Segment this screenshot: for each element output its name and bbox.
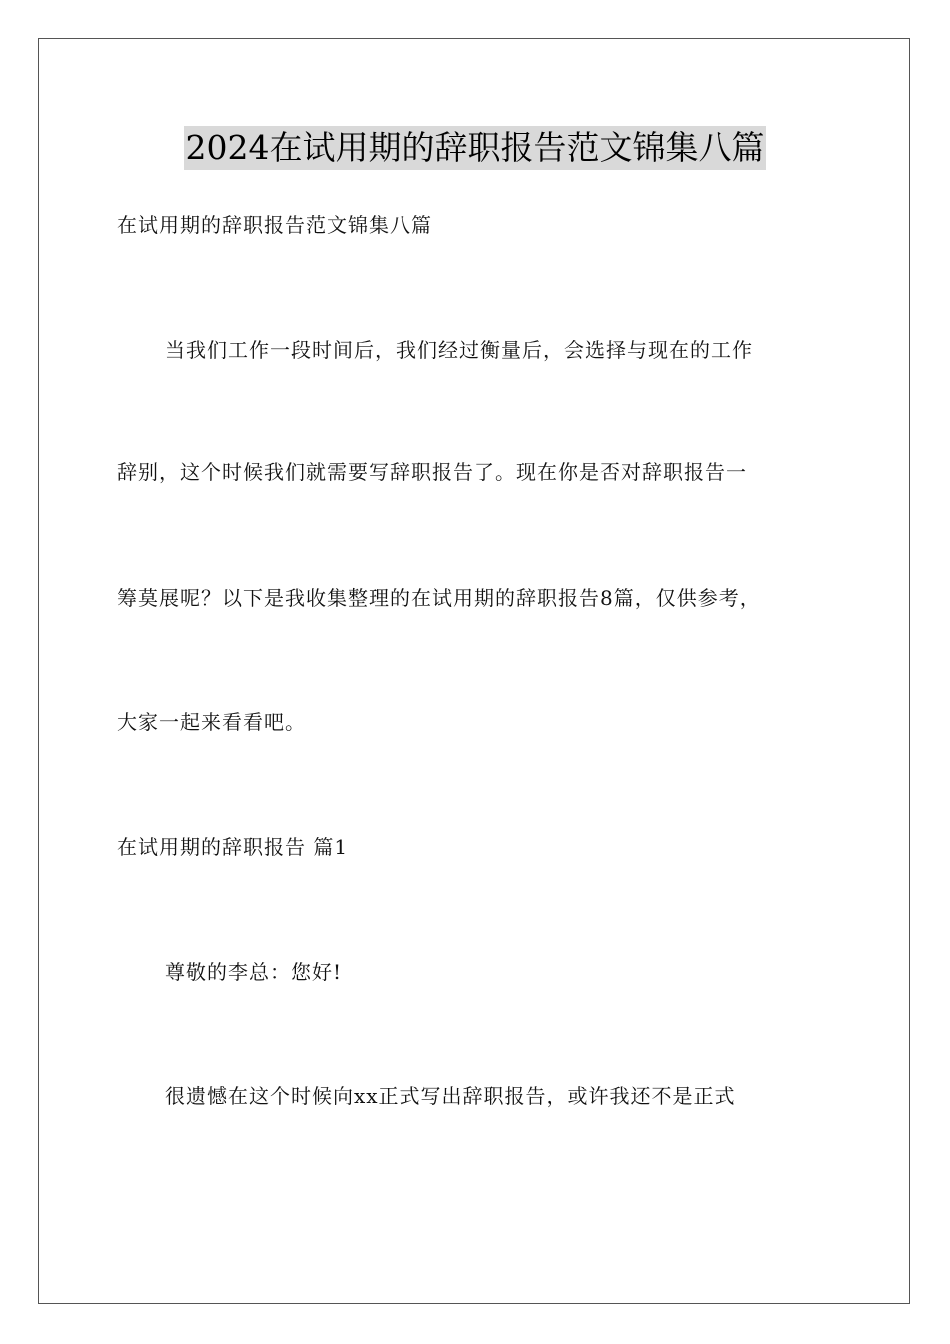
intro-line-4: 大家一起来看看吧。 (117, 710, 306, 734)
section-heading: 在试用期的辞职报告 篇1 (117, 835, 349, 859)
intro-line-1: 当我们工作一段时间后，我们经过衡量后，会选择与现在的工作 (165, 338, 753, 362)
body-line-1: 很遗憾在这个时候向xx正式写出辞职报告，或许我还不是正式 (165, 1084, 736, 1108)
intro-line-2: 辞别，这个时候我们就需要写辞职报告了。现在你是否对辞职报告一 (117, 460, 747, 484)
title-container (0, 126, 950, 170)
salutation: 尊敬的李总：您好! (165, 960, 343, 984)
document-title: 2024在试用期的辞职报告范文锦集八篇 (184, 126, 767, 170)
intro-line-3: 筹莫展呢？以下是我收集整理的在试用期的辞职报告8篇，仅供参考， (117, 586, 761, 610)
document-subtitle: 在试用期的辞职报告范文锦集八篇 (117, 213, 432, 237)
